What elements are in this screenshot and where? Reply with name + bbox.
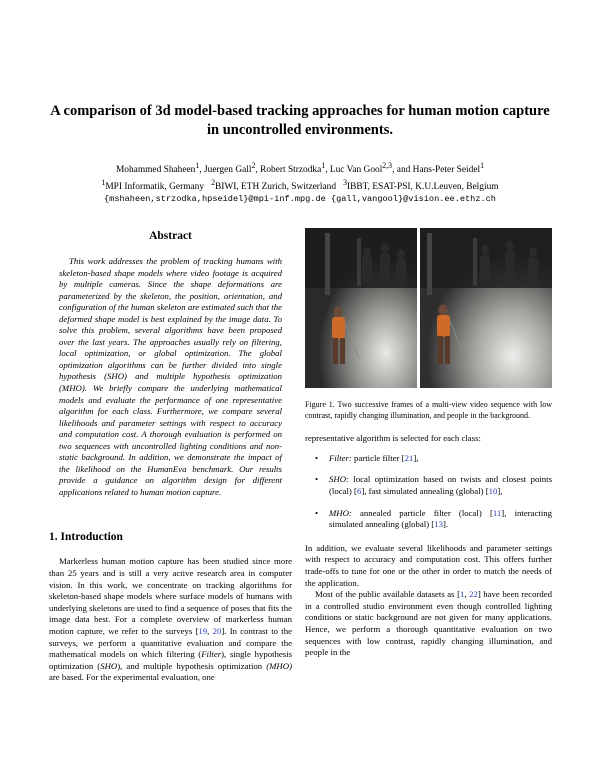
list-item-sho	[315, 474, 552, 497]
right-p3-text-a: Most of the public available datasets as [	[315, 589, 461, 600]
citation-1[interactable]: 1	[460, 589, 465, 600]
intro-text-c: ), single hypothesis optimization (	[49, 649, 292, 671]
intro-mho-term: (MHO)	[266, 660, 292, 671]
intro-text-b: ]. In contrast to the surveys, we perform a quantitative evaluation and compare the mathematical models on which filtering (	[49, 626, 292, 660]
item-sho-text-b: ], fast simulated annealing (global) [	[361, 485, 489, 496]
item-sho-label: SHO:	[329, 474, 349, 485]
abstract-heading: Abstract	[149, 230, 192, 242]
citation-21[interactable]: 21	[404, 452, 414, 463]
frame-2	[420, 228, 552, 388]
author-block	[40, 160, 560, 206]
affiliations	[40, 177, 560, 194]
author-2: Juergen Gall	[203, 165, 252, 176]
right-p3-text-b: ] have been recorded in a controlled studio environment even though controlled lighting conditions or static background are not given for many applications. Hence, we perform a thorough quantitative evaluation on two sequences with low contrast, rapidly changing illumination, and people in the	[305, 589, 552, 658]
author-2-sup: 2	[251, 161, 256, 170]
figure-1-image	[305, 228, 552, 388]
citation-10[interactable]: 10	[488, 485, 498, 496]
title-line-1: A comparison of 3d model-based tracking approaches for human motion capture	[50, 103, 550, 119]
bullet-1: •	[315, 452, 319, 463]
bullet-3: •	[315, 507, 319, 518]
video-frames-graphic	[305, 228, 552, 388]
right-paragraph-1: representative algorithm is selected for each class:	[305, 433, 481, 444]
title-line-2: in uncontrolled environments.	[207, 122, 393, 138]
right-paragraph-3	[305, 589, 552, 659]
item-sho-text-c: ],	[497, 485, 503, 496]
right-column	[305, 228, 552, 659]
author-5-sup: 1	[480, 161, 485, 170]
author-4-sup: 2,3	[382, 161, 393, 170]
list-item-mho	[315, 507, 552, 531]
author-4: Luc Van Gool	[329, 165, 383, 176]
author-5: Hans-Peter Seidel	[412, 165, 481, 176]
affil-2-sup: 2	[211, 177, 215, 187]
intro-sep: ,	[207, 626, 213, 637]
intro-sho-term: SHO	[100, 660, 118, 671]
affil-1-sup: 1	[101, 177, 106, 187]
affil-1: MPI Informatik, Germany	[105, 181, 205, 192]
author-3: Robert Strzodka	[260, 165, 322, 176]
abstract-text: This work addresses the problem of tracking humans with skeleton-based shape models where video footage is acquired by multiple cameras. Since the shape deformations are parameterized by the skeleton, the position, orientation, and configuration of the human skeleton are estimated such that the deformed shape model is best explained by the image data. To solve this problem, several algorithms have been proposed over the last years. The approaches usually rely on filtering, local optimization, or global optimization. The global optimization algorithms can be further divided into single hypothesis (SHO) and multiple hypothesis optimization (MHO). We briefly compare the underlying mathematical models and evaluate the performance of one representative algorithm for each class. Furthermore, we compare several likelihoods and parameter settings with respect to accuracy and computation cost. A thorough evaluation is performed on two sequences with uncontrolled lighting conditions and non-static background. In addition, we demonstrate the impact of the likelihood on the HumanEva benchmark. Our results provide a guidance on algorithm design for different applications related to human motion capture.	[59, 256, 282, 497]
item-mho-text-a: annealed particle filter (local) [	[351, 507, 493, 518]
citation-6[interactable]: 6	[356, 485, 362, 496]
affil-2: BIWI, ETH Zurich, Switzerland	[214, 181, 337, 192]
item-filter-label: Filter:	[329, 452, 352, 463]
citation-11[interactable]: 11	[492, 507, 502, 518]
citation-19[interactable]: 19	[198, 626, 208, 637]
author-emails: {mshaheen,strzodka,hpseidel}@mpi-inf.mpg.de {gall,vangool}@vision.ee.ethz.ch	[104, 194, 496, 205]
author-and: and	[396, 165, 411, 176]
intro-paragraph	[49, 556, 292, 684]
right-paragraph-2: In addition, we evaluate several likelihoods and parameter settings with respect to accuracy and computation cost. This offers further trade-offs to tune for one or the other in order to match the needs of the application.	[305, 542, 552, 588]
affil-3: IBBT, ESAT-PSI, K.U.Leuven, Belgium	[347, 181, 499, 192]
author-1-sup: 1	[195, 161, 200, 170]
item-mho-text-c: ].	[442, 519, 449, 530]
right-p3-sep: ,	[464, 589, 470, 600]
intro-heading: 1. Introduction	[49, 531, 123, 544]
citation-20[interactable]: 20	[212, 626, 222, 637]
frame-1	[305, 228, 417, 388]
item-mho-text-b: ], interacting simulated annealing (global) [	[329, 507, 552, 530]
affil-3-sup: 3	[343, 177, 347, 187]
item-filter-text-a: particle filter [	[351, 452, 405, 463]
citation-13[interactable]: 13	[434, 519, 443, 530]
item-mho-label: MHO:	[329, 507, 352, 518]
intro-text-d: ), and multiple hypothesis optimization	[117, 660, 267, 671]
paper-title	[40, 102, 560, 140]
intro-filter-term: Filter	[201, 649, 222, 660]
author-3-sup: 1	[321, 161, 326, 170]
item-filter-text-b: ],	[413, 452, 419, 463]
figure-1-caption: Figure 1. Two successive frames of a multi-view video sequence with low contrast, rapidly changing illumination, and people in the background.	[305, 400, 552, 420]
author-1: Mohammed Shaheen	[115, 165, 196, 176]
left-column	[49, 228, 292, 684]
list-item-filter	[315, 452, 552, 465]
intro-text-e: are based. For the experimental evaluation, one	[49, 672, 215, 683]
item-sho-text-a: local optimization based on twists and closest points (local) [	[329, 474, 552, 496]
intro-text-a: Markerless human motion capture has been studied since more than 25 years and is still a very active research area in computer vision. In this work, we concentrate on tracking algorithms for skeleton-based shape models where surface models of humans with underlying skeletons are used to find a sequence of poses that fits the image data best. For a complete overview of markerless human motion capture, we refer to the surveys [	[49, 556, 292, 637]
method-list	[305, 453, 552, 531]
author-names: Mohammed Shaheen$^1$, Juergen Gall$^2$, Robert Strzodka$^1$, Luc Van Gool$^{2,3}$, and Hans-Peter Seidel$^1$	[115, 161, 485, 176]
citation-22[interactable]: 22	[469, 589, 478, 600]
bullet-2: •	[315, 474, 319, 485]
